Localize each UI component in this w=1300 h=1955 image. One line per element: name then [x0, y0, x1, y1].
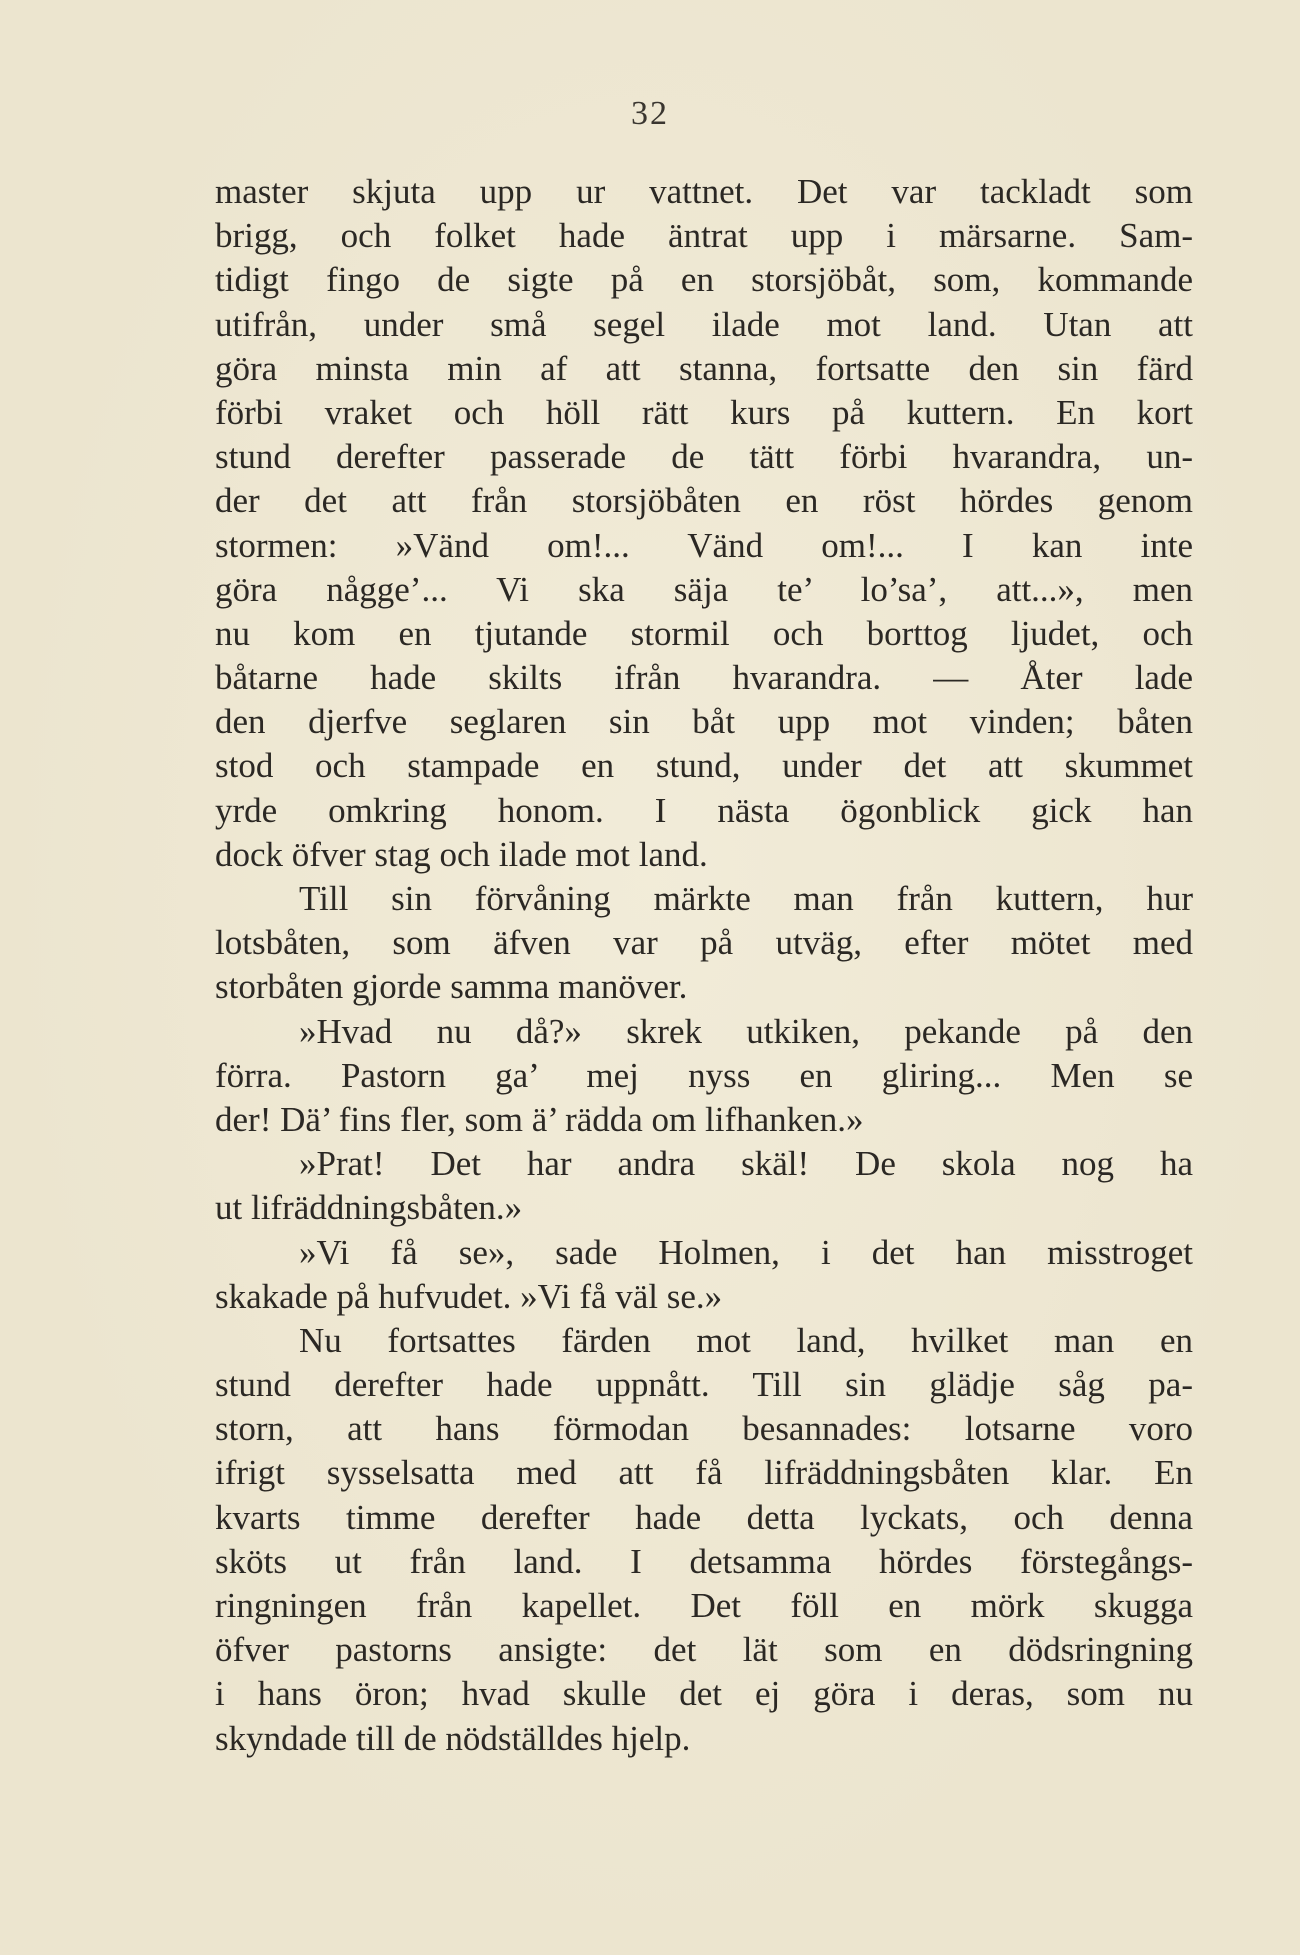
text-line: storbåten gjorde samma manöver. [215, 967, 688, 1007]
text-line: »Prat! Det har andra skäl! De skola nog ha [299, 1144, 1193, 1184]
text-line: der det att från storsjöbåten en röst hördes genom [215, 481, 1193, 521]
text-line: kvarts timme derefter hade detta lyckats, och denna [215, 1497, 1193, 1537]
text-line: ringningen från kapellet. Det föll en mörk skugga [215, 1586, 1193, 1625]
text-line: brigg, och folket hade äntrat upp i märsarne. Sam- [215, 216, 1193, 256]
page-number: 32 [631, 95, 669, 132]
text-line: båtarne hade skilts ifrån hvarandra. — Åter lade [215, 658, 1193, 698]
text-line: förra. Pastorn ga’ mej nyss en gliring... Men se [215, 1055, 1193, 1095]
text-line: Till sin förvåning märkte man från kuttern, hur [299, 879, 1193, 918]
text-line: »Hvad nu då?» skrek utkiken, pekande på den [299, 1011, 1193, 1051]
body-text [215, 170, 1193, 1761]
text-line: stund derefter hade uppnått. Till sin glädje såg pa- [215, 1365, 1193, 1405]
text-line: yrde omkring honom. I nästa ögonblick gick han [215, 790, 1193, 830]
text-line: göra minsta min af att stanna, fortsatte den sin färd [215, 348, 1193, 388]
text-line: tidigt fingo de sigte på en storsjöbåt, som, kommande [215, 260, 1193, 300]
text-line: dock öfver stag och ilade mot land. [215, 834, 708, 874]
text-line: i hans öron; hvad skulle det ej göra i deras, som nu [215, 1674, 1193, 1714]
text-line: skakade på hufvudet. »Vi få väl se.» [215, 1276, 723, 1316]
text-line: öfver pastorns ansigte: det lät som en dödsringning [215, 1630, 1193, 1670]
text-line: master skjuta upp ur vattnet. Det var tackladt som [215, 172, 1193, 211]
text-line: ut lifräddningsbåten.» [215, 1188, 523, 1228]
text-line: utifrån, under små segel ilade mot land. Utan att [215, 304, 1193, 344]
text-line: lotsbåten, som äfven var på utväg, efter mötet med [215, 923, 1193, 963]
text-line: stormen: »Vänd om!... Vänd om!... I kan inte [215, 525, 1193, 565]
text-line: stund derefter passerade de tätt förbi hvarandra, un- [215, 437, 1193, 477]
text-line: stod och stampade en stund, under det att skummet [215, 746, 1193, 786]
text-line: den djerfve seglaren sin båt upp mot vinden; båten [215, 702, 1193, 742]
text-line: Nu fortsattes färden mot land, hvilket man en [299, 1320, 1193, 1360]
text-line: göra någge’... Vi ska säja te’ lo’sa’, att...», men [215, 569, 1193, 609]
text-line: skyndade till de nödställdes hjelp. [215, 1718, 691, 1758]
text-line: »Vi få se», sade Holmen, i det han misstroget [299, 1232, 1193, 1272]
text-line: sköts ut från land. I detsamma hördes förstegångs- [215, 1541, 1193, 1581]
text-line: der! Dä’ fins fler, som ä’ rädda om lifhanken.» [215, 1099, 864, 1139]
text-line: förbi vraket och höll rätt kurs på kuttern. En kort [215, 392, 1193, 432]
text-line: storn, att hans förmodan besannades: lotsarne voro [215, 1409, 1193, 1449]
text-line: nu kom en tjutande stormil och borttog ljudet, och [215, 613, 1193, 653]
text-line: ifrigt sysselsatta med att få lifräddningsbåten klar. En [215, 1453, 1193, 1493]
